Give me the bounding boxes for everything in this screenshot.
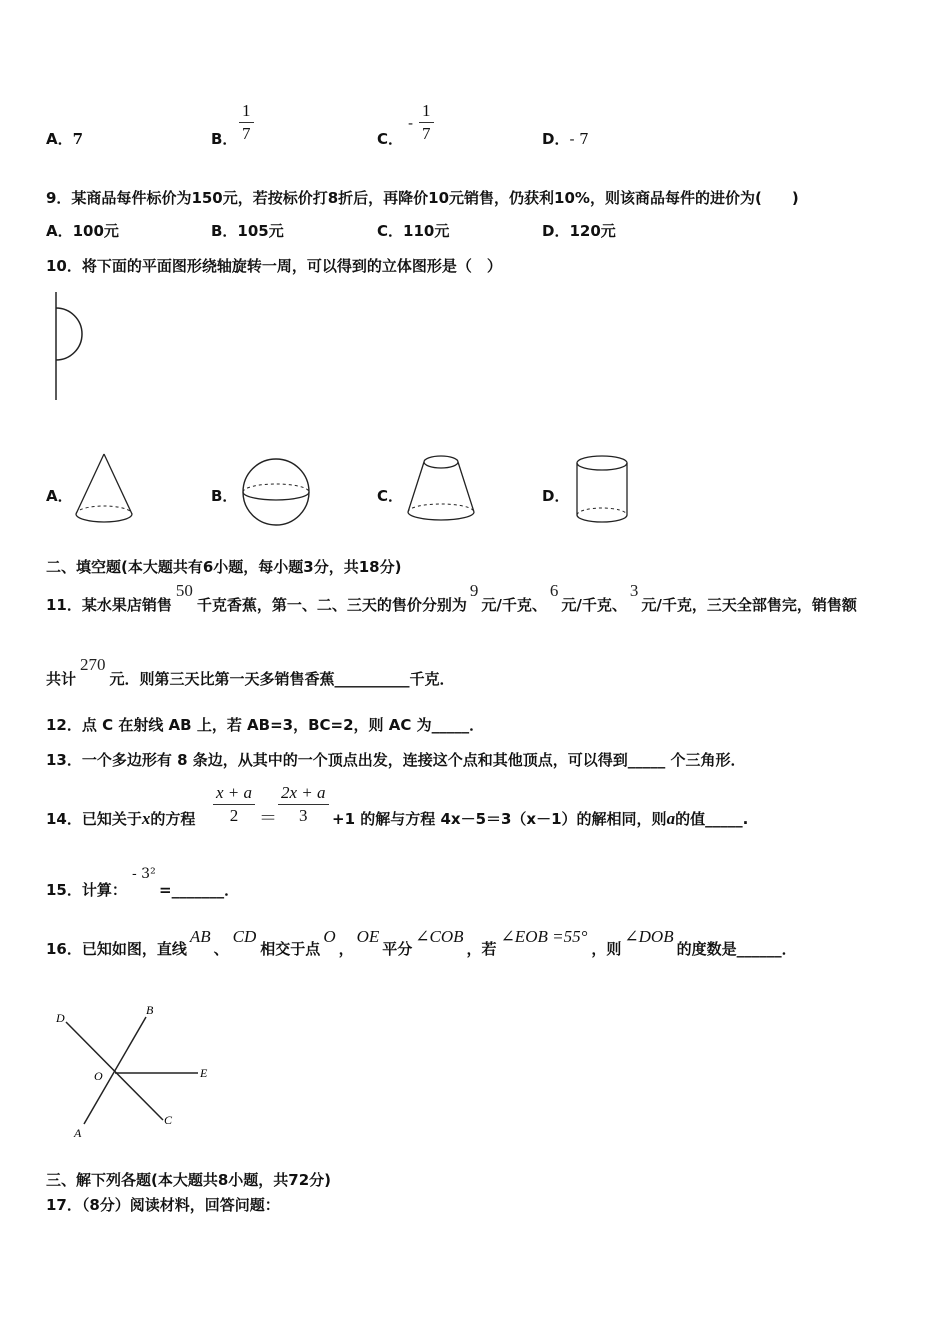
q9-text: 9．某商品每件标价为150元，若按标价打8折后，再降价10元销售，仍获利10%，则该商品每件的进价为( ) (46, 189, 799, 207)
q8-option-b-label: B． (211, 130, 238, 148)
q15-prefix: 15．计算： (46, 881, 127, 899)
q10-option-d-label: D． (542, 487, 570, 505)
q11-value-3: 3 (629, 581, 639, 600)
q11-text3: 元/千克、 (561, 596, 627, 614)
q10-option-c-label: C． (377, 487, 404, 505)
q11-text2: 元/千克、 (481, 596, 547, 614)
q10-option-a-label: A． (46, 487, 73, 505)
q11-line2-suffix: 元．则第三天比第一天多销售香蕉__________千克． (109, 670, 455, 688)
q16-line-cd: CD (232, 927, 257, 946)
q11-value-270: 270 (80, 655, 106, 674)
q9-option-b: B．105元 (211, 222, 284, 240)
q8-option-c-label: C． (377, 130, 404, 148)
q14-text3: 的值_____. (675, 810, 749, 828)
q8-option-b-denominator: 7 (242, 124, 251, 143)
q10-cone-icon (72, 450, 136, 526)
q16-line-ab: AB (189, 927, 211, 946)
q14-fraction-2 (278, 782, 329, 827)
q9-option-c: C．110元 (377, 222, 450, 240)
q11-prefix: 11．某水果店销售 (46, 596, 172, 614)
q14-fraction-2-denominator: 3 (299, 806, 308, 825)
q13-text: 13．一个多边形有 8 条边，从其中的一个顶点出发，连接这个点和其他顶点，可以得到_____ 个三角形． (46, 751, 746, 769)
q8-option-a-value: 7 (72, 130, 84, 148)
q10-cylinder-icon (572, 452, 632, 528)
q14-var-a: a (666, 809, 676, 828)
q10-semicircle (56, 308, 82, 360)
q16-label-o: O (94, 1069, 103, 1083)
q16-separator: 、 (213, 940, 229, 958)
q14-text1: 的方程 (150, 810, 196, 828)
q10-sphere-icon (240, 456, 312, 528)
q10-semicircle-figure (50, 290, 90, 402)
q8-option-d-label: D． (542, 130, 570, 148)
q11-line2 (46, 655, 455, 689)
q14-equals: ＝ (259, 808, 277, 829)
q16-angle-eob: ∠EOB =55° (500, 927, 588, 946)
q9-option-d: D．120元 (542, 222, 616, 240)
q16-ray-oe: OE (356, 927, 380, 946)
section3-heading: 三、解下列各题(本大题共8小题，共72分) (46, 1171, 332, 1189)
q11-line1 (46, 581, 857, 615)
q8-option-a (46, 128, 83, 149)
q8-option-d (542, 128, 589, 149)
q11-value-9: 9 (469, 581, 479, 600)
q11-text4: 元/千克，三天全部售完，销售额 (641, 596, 857, 614)
q16-text3: ，若 (466, 940, 497, 958)
q16-prefix: 16．已知如图，直线 (46, 940, 187, 958)
q8-option-d-value: - 7 (569, 130, 589, 148)
q14-prefix-text: 14．已知关于 (46, 810, 142, 828)
q14-fraction-1-numerator: x + a (213, 782, 255, 805)
q14-fraction-1 (213, 782, 255, 827)
q8-option-b-numerator: 1 (239, 100, 254, 123)
q8-option-c-numerator: 1 (419, 100, 434, 123)
q16-angle-dob: ∠DOB (624, 927, 674, 946)
q11-value-6: 6 (549, 581, 559, 600)
q16-label-d: D (56, 1011, 65, 1025)
q16-text5: 的度数是______． (676, 940, 797, 958)
q10-text: 10．将下面的平面图形绕轴旋转一周，可以得到的立体图形是（ ） (46, 257, 502, 275)
q15-suffix: =_______． (159, 881, 240, 899)
q8-option-c-fraction (419, 100, 434, 145)
q16-angle-cob: ∠COB (415, 927, 464, 946)
q16-comma: ， (338, 940, 354, 958)
q16-label-e: E (200, 1066, 208, 1080)
q15-expression: - 3² (132, 866, 156, 882)
q16-text4: ，则 (591, 940, 622, 958)
q8-option-c-sign: - (408, 114, 414, 132)
q16-point-o: O (323, 927, 336, 946)
q16-line (46, 927, 797, 959)
q16-text2: 平分 (382, 940, 413, 958)
q16-label-a: A (74, 1126, 82, 1140)
q16-label-c: C (164, 1113, 173, 1127)
q16-figure (50, 1000, 220, 1145)
q8-option-a-label: A． (46, 130, 73, 148)
q12-text: 12．点 C 在射线 AB 上，若 AB=3，BC=2，则 AC 为_____． (46, 716, 485, 734)
q10-frustum-icon (403, 452, 479, 528)
q8-option-c-denominator: 7 (422, 124, 431, 143)
q14-text2: +1 的解与方程 4x－5＝3（x－1）的解相同，则 (332, 810, 667, 828)
q10-option-b-label: B． (211, 487, 238, 505)
q14-fraction-2-numerator: 2x + a (278, 782, 329, 805)
section2-heading: 二、填空题(本大题共有6小题，每小题3分，共18分) (46, 558, 402, 576)
q16-text1: 相交于点 (260, 940, 321, 958)
q8-option-b-fraction (239, 100, 254, 145)
q14-suffix (332, 808, 748, 829)
q11-value-50: 50 (175, 581, 193, 600)
q9-option-a: A．100元 (46, 222, 119, 240)
q14-var-x: x (141, 809, 151, 828)
q14-fraction-1-denominator: 2 (229, 806, 239, 825)
q16-label-b: B (146, 1003, 154, 1017)
q14-prefix (46, 808, 195, 829)
q17-text: 17．（8分）阅读材料，回答问题： (46, 1196, 280, 1214)
q11-line2-prefix: 共计 (46, 670, 77, 688)
q11-text1: 千克香蕉，第一、二、三天的售价分别为 (196, 596, 467, 614)
